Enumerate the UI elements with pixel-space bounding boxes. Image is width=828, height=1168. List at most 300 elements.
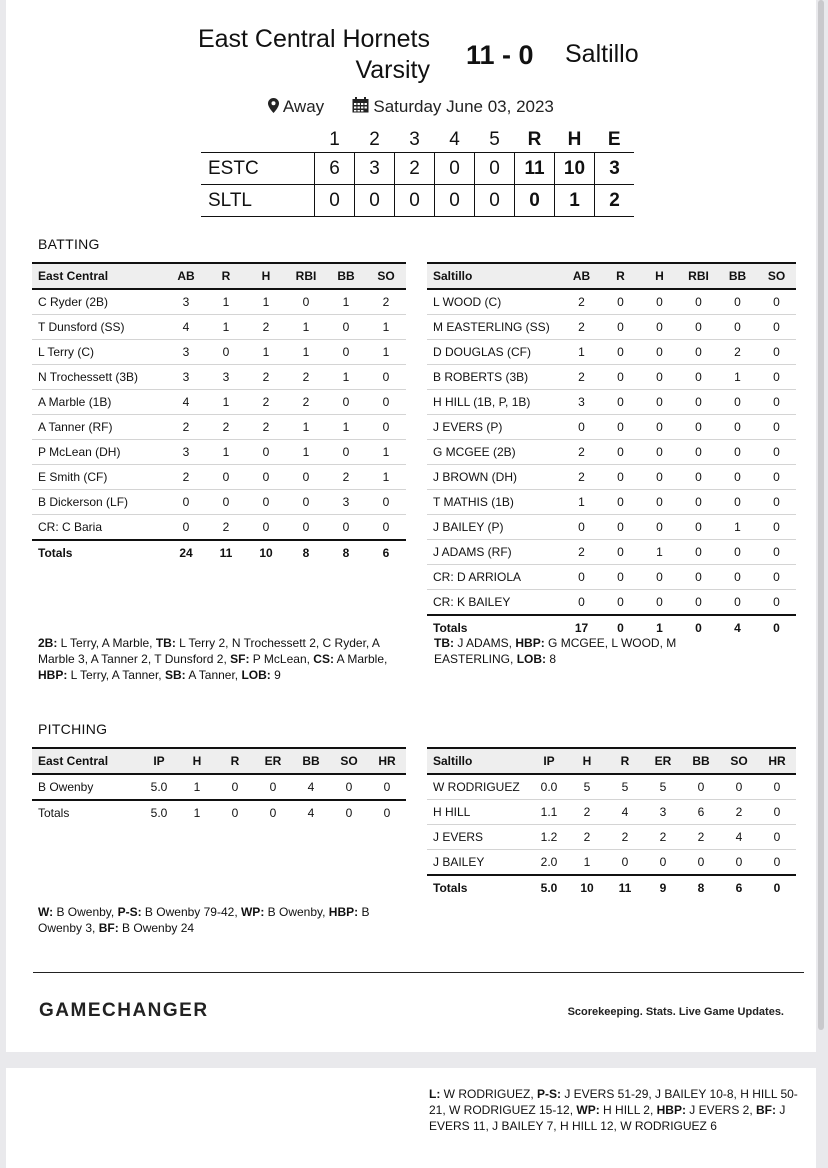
stat-cell: 0: [640, 390, 679, 415]
player-name: W RODRIGUEZ: [427, 774, 530, 800]
stat-cell: 2: [246, 415, 286, 440]
stat-cell: 1: [206, 440, 246, 465]
stat-cell: 0.0: [530, 774, 568, 800]
col-header: AB: [166, 263, 206, 289]
stat-cell: 0: [326, 440, 366, 465]
table-row: [427, 774, 796, 800]
opponent-name: Saltillo: [565, 40, 639, 68]
note-value: B Owenby 24: [118, 921, 195, 935]
stat-cell: 0: [718, 465, 757, 490]
stat-cell: 0: [562, 590, 601, 616]
stat-cell: 0: [720, 850, 758, 876]
player-name: J ADAMS (RF): [427, 540, 562, 565]
home-team-line1: East Central Hornets: [197, 25, 430, 53]
stat-cell: 0: [679, 565, 718, 590]
stat-cell: 2: [286, 365, 326, 390]
col-header: SO: [366, 263, 406, 289]
linescore-cell: 0: [475, 185, 515, 217]
stat-cell: 3: [206, 365, 246, 390]
totals-cell: 11: [206, 540, 246, 565]
stat-cell: 0: [640, 590, 679, 616]
totals-cell: 5.0: [140, 800, 178, 825]
stat-cell: 0: [757, 515, 796, 540]
player-name: P McLean (DH): [32, 440, 166, 465]
note-key: HBP:: [656, 1103, 686, 1117]
stat-cell: 0: [718, 590, 757, 616]
stat-cell: 0: [679, 365, 718, 390]
stat-cell: 0: [206, 490, 246, 515]
stat-cell: 0: [254, 774, 292, 800]
table-row: [32, 440, 406, 465]
stat-cell: 0: [562, 415, 601, 440]
col-header: IP: [140, 748, 178, 774]
stat-cell: 2: [246, 315, 286, 340]
stat-cell: 0: [286, 289, 326, 315]
stat-cell: 6: [682, 800, 720, 825]
stat-cell: 0: [679, 515, 718, 540]
stat-cell: 0: [679, 540, 718, 565]
player-name: CR: C Baria: [32, 515, 166, 541]
stat-cell: 0: [601, 315, 640, 340]
stat-cell: 1: [206, 289, 246, 315]
table-row: [32, 365, 406, 390]
stat-cell: 0: [679, 590, 718, 616]
stat-cell: 0: [640, 365, 679, 390]
stat-cell: 5.0: [140, 774, 178, 800]
player-name: J BAILEY: [427, 850, 530, 876]
totals-cell: 0: [330, 800, 368, 825]
linescore-cell: 0: [435, 153, 475, 185]
totals-cell: 8: [682, 875, 720, 900]
stat-cell: 0: [326, 515, 366, 541]
linescore-cell: 1: [555, 185, 595, 217]
table-row: [32, 490, 406, 515]
linescore-col: 1: [329, 129, 340, 150]
note-key: LOB:: [241, 668, 271, 682]
stat-cell: 0: [758, 850, 796, 876]
col-header: BB: [682, 748, 720, 774]
linescore-col: 2: [369, 129, 380, 150]
col-header: RBI: [679, 263, 718, 289]
stat-cell: 0: [682, 774, 720, 800]
linescore-header: [201, 128, 634, 153]
stat-cell: 0: [366, 490, 406, 515]
calendar-icon: [352, 97, 369, 118]
home-pitching-table: [32, 747, 406, 825]
stat-cell: 4: [292, 774, 330, 800]
linescore-cell: 6: [315, 153, 355, 185]
player-name: T Dunsford (SS): [32, 315, 166, 340]
stat-cell: 0: [718, 440, 757, 465]
player-name: CR: K BAILEY: [427, 590, 562, 616]
col-header: R: [601, 263, 640, 289]
col-header: R: [606, 748, 644, 774]
stat-cell: 0: [757, 365, 796, 390]
totals-cell: 9: [644, 875, 682, 900]
final-score: 11 - 0: [466, 40, 534, 70]
note-key: TB:: [434, 636, 454, 650]
note-key: CS:: [313, 652, 334, 666]
stat-cell: 1: [178, 774, 216, 800]
player-name: J EVERS: [427, 825, 530, 850]
table-row: [427, 465, 796, 490]
stat-cell: 3: [166, 440, 206, 465]
away-pitching-table: [427, 747, 796, 900]
stat-cell: 0: [757, 289, 796, 315]
player-name: H HILL (1B, P, 1B): [427, 390, 562, 415]
stat-cell: 0: [679, 415, 718, 440]
note-value: A Tanner,: [185, 668, 242, 682]
stat-cell: 0: [601, 415, 640, 440]
stat-cell: 0: [679, 315, 718, 340]
stat-cell: 0: [640, 289, 679, 315]
note-key: P-S:: [117, 905, 142, 919]
totals-cell: 1: [178, 800, 216, 825]
linescore-team: ESTC: [201, 153, 315, 185]
note-key: WP:: [576, 1103, 600, 1117]
footer-divider: [33, 972, 804, 973]
boxscore-page: [6, 0, 816, 1052]
stat-cell: 0: [640, 415, 679, 440]
stat-cell: 2: [568, 825, 606, 850]
stat-cell: 0: [366, 390, 406, 415]
stat-cell: 1: [366, 440, 406, 465]
table-row: [427, 390, 796, 415]
player-name: C Ryder (2B): [32, 289, 166, 315]
stat-cell: 0: [640, 465, 679, 490]
pitching-team-header: Saltillo: [427, 748, 530, 774]
totals-cell: 4: [292, 800, 330, 825]
stat-cell: 2: [166, 415, 206, 440]
stat-cell: 4: [606, 800, 644, 825]
stat-cell: 1.1: [530, 800, 568, 825]
stat-cell: 0: [679, 289, 718, 315]
stat-cell: 0: [679, 490, 718, 515]
stat-cell: 3: [166, 340, 206, 365]
stat-cell: 3: [166, 289, 206, 315]
stat-cell: 1: [326, 365, 366, 390]
game-meta: [6, 97, 816, 118]
stat-cell: 0: [206, 465, 246, 490]
stat-cell: 1: [206, 315, 246, 340]
table-row: [427, 289, 796, 315]
linescore-row: [201, 153, 634, 185]
next-page: [6, 1068, 816, 1168]
totals-cell: 1: [640, 615, 679, 640]
stat-cell: 0: [562, 515, 601, 540]
totals-cell: 0: [216, 800, 254, 825]
totals-cell: 10: [246, 540, 286, 565]
stat-cell: 0: [757, 490, 796, 515]
totals-cell: 8: [286, 540, 326, 565]
stat-cell: 2: [562, 365, 601, 390]
linescore-col: 4: [449, 129, 460, 150]
totals-cell: 0: [254, 800, 292, 825]
stat-cell: 0: [601, 565, 640, 590]
scrollbar[interactable]: [818, 0, 824, 1030]
stat-cell: 0: [758, 825, 796, 850]
col-header: ER: [254, 748, 292, 774]
linescore-cell: 2: [595, 185, 635, 217]
table-row: [32, 774, 406, 800]
linescore-cell: 0: [395, 185, 435, 217]
stat-cell: 1: [326, 415, 366, 440]
stat-cell: 0: [326, 340, 366, 365]
col-header: SO: [720, 748, 758, 774]
stat-cell: 0: [286, 490, 326, 515]
player-name: J BAILEY (P): [427, 515, 562, 540]
totals-cell: 8: [326, 540, 366, 565]
stat-cell: 0: [757, 565, 796, 590]
player-name: CR: D ARRIOLA: [427, 565, 562, 590]
note-value: J ADAMS,: [454, 636, 516, 650]
stat-cell: 0: [601, 440, 640, 465]
stat-cell: 3: [562, 390, 601, 415]
player-name: J EVERS (P): [427, 415, 562, 440]
table-row: [427, 490, 796, 515]
player-name: L Terry (C): [32, 340, 166, 365]
stat-cell: 0: [166, 515, 206, 541]
note-value: B Owenby,: [53, 905, 118, 919]
col-header: BB: [718, 263, 757, 289]
stat-cell: 0: [757, 465, 796, 490]
stat-cell: 0: [246, 515, 286, 541]
note-value: L Terry, A Tanner,: [67, 668, 165, 682]
linescore-col: H: [567, 129, 582, 150]
totals-cell: 5.0: [530, 875, 568, 900]
batting-team-header: Saltillo: [427, 263, 562, 289]
table-row: [427, 365, 796, 390]
note-key: SB:: [164, 668, 186, 682]
totals-row: [427, 875, 796, 900]
note-value: L Terry, A Marble,: [57, 636, 156, 650]
stat-cell: 0: [757, 590, 796, 616]
note-value: B Owenby,: [264, 905, 329, 919]
col-header: RBI: [286, 263, 326, 289]
note-value: G MCGEE, L WOOD, M EASTERLING,: [434, 636, 677, 666]
stat-cell: 1: [568, 850, 606, 876]
stat-cell: 0: [679, 440, 718, 465]
stat-cell: 0: [286, 515, 326, 541]
gamechanger-logo: GAMECHANGER: [39, 1000, 209, 1021]
note-key: HBP:: [515, 636, 545, 650]
stat-cell: 0: [246, 440, 286, 465]
stat-cell: 0: [640, 565, 679, 590]
stat-cell: 1: [286, 415, 326, 440]
linescore-table: [201, 128, 634, 217]
totals-cell: 11: [606, 875, 644, 900]
stat-cell: 2: [568, 800, 606, 825]
table-row: [427, 850, 796, 876]
linescore-team: SLTL: [201, 185, 315, 217]
stat-cell: 1: [206, 390, 246, 415]
table-row: [32, 289, 406, 315]
stat-cell: 1: [366, 340, 406, 365]
stat-cell: 0: [246, 465, 286, 490]
stat-cell: 0: [718, 540, 757, 565]
linescore-cell: 0: [475, 153, 515, 185]
stat-cell: 0: [682, 850, 720, 876]
table-row: [427, 340, 796, 365]
stat-cell: 0: [601, 365, 640, 390]
batting-section-title: BATTING: [38, 236, 100, 252]
stat-cell: 0: [757, 390, 796, 415]
stat-cell: 0: [216, 774, 254, 800]
note-key: L:: [429, 1087, 441, 1101]
stat-cell: 2: [562, 315, 601, 340]
totals-row: [32, 540, 406, 565]
stat-cell: 0: [758, 800, 796, 825]
player-name: D DOUGLAS (CF): [427, 340, 562, 365]
stat-cell: 2: [246, 390, 286, 415]
stat-cell: 4: [166, 315, 206, 340]
linescore-col: 5: [489, 129, 500, 150]
away-batting-notes: [434, 635, 734, 667]
stat-cell: 5: [644, 774, 682, 800]
linescore-cell: 0: [315, 185, 355, 217]
stat-cell: 5: [568, 774, 606, 800]
stat-cell: 1: [366, 315, 406, 340]
stat-cell: 0: [720, 774, 758, 800]
stat-cell: 0: [601, 590, 640, 616]
totals-cell: 0: [601, 615, 640, 640]
stat-cell: 1: [718, 515, 757, 540]
note-value: P McLean,: [249, 652, 314, 666]
linescore-cell: 0: [515, 185, 555, 217]
stat-cell: 1: [366, 465, 406, 490]
stat-cell: 0: [757, 540, 796, 565]
linescore-cell: 10: [555, 153, 595, 185]
stat-cell: 2: [206, 515, 246, 541]
stat-cell: 0: [601, 515, 640, 540]
stat-cell: 0: [757, 440, 796, 465]
totals-cell: 6: [366, 540, 406, 565]
col-header: BB: [292, 748, 330, 774]
table-row: [32, 415, 406, 440]
stat-cell: 2.0: [530, 850, 568, 876]
stat-cell: 4: [720, 825, 758, 850]
note-key: HBP:: [38, 668, 68, 682]
footer-tagline: Scorekeeping. Stats. Live Game Updates.: [567, 1006, 784, 1018]
note-value: B Owenby 3,: [38, 905, 370, 935]
stat-cell: 5: [606, 774, 644, 800]
stat-cell: 0: [718, 415, 757, 440]
stat-cell: 1: [640, 540, 679, 565]
stat-cell: 0: [718, 565, 757, 590]
home-batting-notes: [38, 635, 403, 683]
stat-cell: 2: [562, 289, 601, 315]
home-team-name: [130, 24, 430, 86]
totals-cell: 0: [757, 615, 796, 640]
stat-cell: 1: [562, 490, 601, 515]
stat-cell: 0: [330, 774, 368, 800]
player-name: G MCGEE (2B): [427, 440, 562, 465]
stat-cell: 2: [644, 825, 682, 850]
linescore-col: 3: [409, 129, 420, 150]
pitching-team-header: East Central: [32, 748, 140, 774]
table-row: [427, 825, 796, 850]
table-row: [427, 590, 796, 616]
player-name: N Trochessett (3B): [32, 365, 166, 390]
stat-cell: 0: [640, 340, 679, 365]
linescore-cell: 3: [595, 153, 635, 185]
linescore-cell: 0: [355, 185, 395, 217]
note-key: BF:: [756, 1103, 776, 1117]
player-name: J BROWN (DH): [427, 465, 562, 490]
stat-cell: 0: [640, 440, 679, 465]
stat-cell: 0: [644, 850, 682, 876]
linescore-cell: 11: [515, 153, 555, 185]
note-key: P-S:: [537, 1087, 561, 1101]
stat-cell: 1: [286, 440, 326, 465]
totals-label: Totals: [427, 875, 530, 900]
away-batting-table: [427, 262, 796, 640]
stat-cell: 2: [682, 825, 720, 850]
col-header: H: [568, 748, 606, 774]
stat-cell: 0: [368, 774, 406, 800]
stat-cell: 0: [758, 774, 796, 800]
stat-cell: 0: [601, 390, 640, 415]
col-header: HR: [368, 748, 406, 774]
col-header: BB: [326, 263, 366, 289]
stat-cell: 2: [562, 540, 601, 565]
linescore-cell: 3: [355, 153, 395, 185]
stat-cell: 0: [601, 540, 640, 565]
totals-cell: 24: [166, 540, 206, 565]
note-key: LOB:: [516, 652, 547, 666]
stat-cell: 2: [718, 340, 757, 365]
away-pitching-notes: [429, 1086, 799, 1134]
stat-cell: 0: [679, 465, 718, 490]
stat-cell: 4: [166, 390, 206, 415]
stat-cell: 1: [562, 340, 601, 365]
stat-cell: 1: [246, 289, 286, 315]
table-row: [427, 800, 796, 825]
stat-cell: 0: [326, 315, 366, 340]
game-date: Saturday June 03, 2023: [373, 97, 554, 116]
stat-cell: 0: [206, 340, 246, 365]
linescore-cell: 0: [435, 185, 475, 217]
stat-cell: 0: [640, 315, 679, 340]
col-header: ER: [644, 748, 682, 774]
linescore-col: E: [607, 129, 621, 150]
totals-cell: 0: [679, 615, 718, 640]
col-header: SO: [330, 748, 368, 774]
totals-cell: 0: [758, 875, 796, 900]
note-key: WP:: [240, 905, 265, 919]
stat-cell: 2: [286, 390, 326, 415]
col-header: R: [216, 748, 254, 774]
totals-row: [32, 800, 406, 825]
totals-cell: 6: [720, 875, 758, 900]
note-key: W:: [38, 905, 54, 919]
stat-cell: 0: [286, 465, 326, 490]
home-batting-table: [32, 262, 406, 565]
stat-cell: 0: [640, 515, 679, 540]
col-header: H: [178, 748, 216, 774]
stat-cell: 3: [326, 490, 366, 515]
note-key: TB:: [155, 636, 176, 650]
player-name: T MATHIS (1B): [427, 490, 562, 515]
col-header: HR: [758, 748, 796, 774]
totals-cell: 0: [368, 800, 406, 825]
player-name: B Owenby: [32, 774, 140, 800]
table-row: [427, 440, 796, 465]
linescore-row: [201, 185, 634, 217]
col-header: IP: [530, 748, 568, 774]
table-row: [32, 515, 406, 541]
note-value: B Owenby 79-42,: [141, 905, 241, 919]
